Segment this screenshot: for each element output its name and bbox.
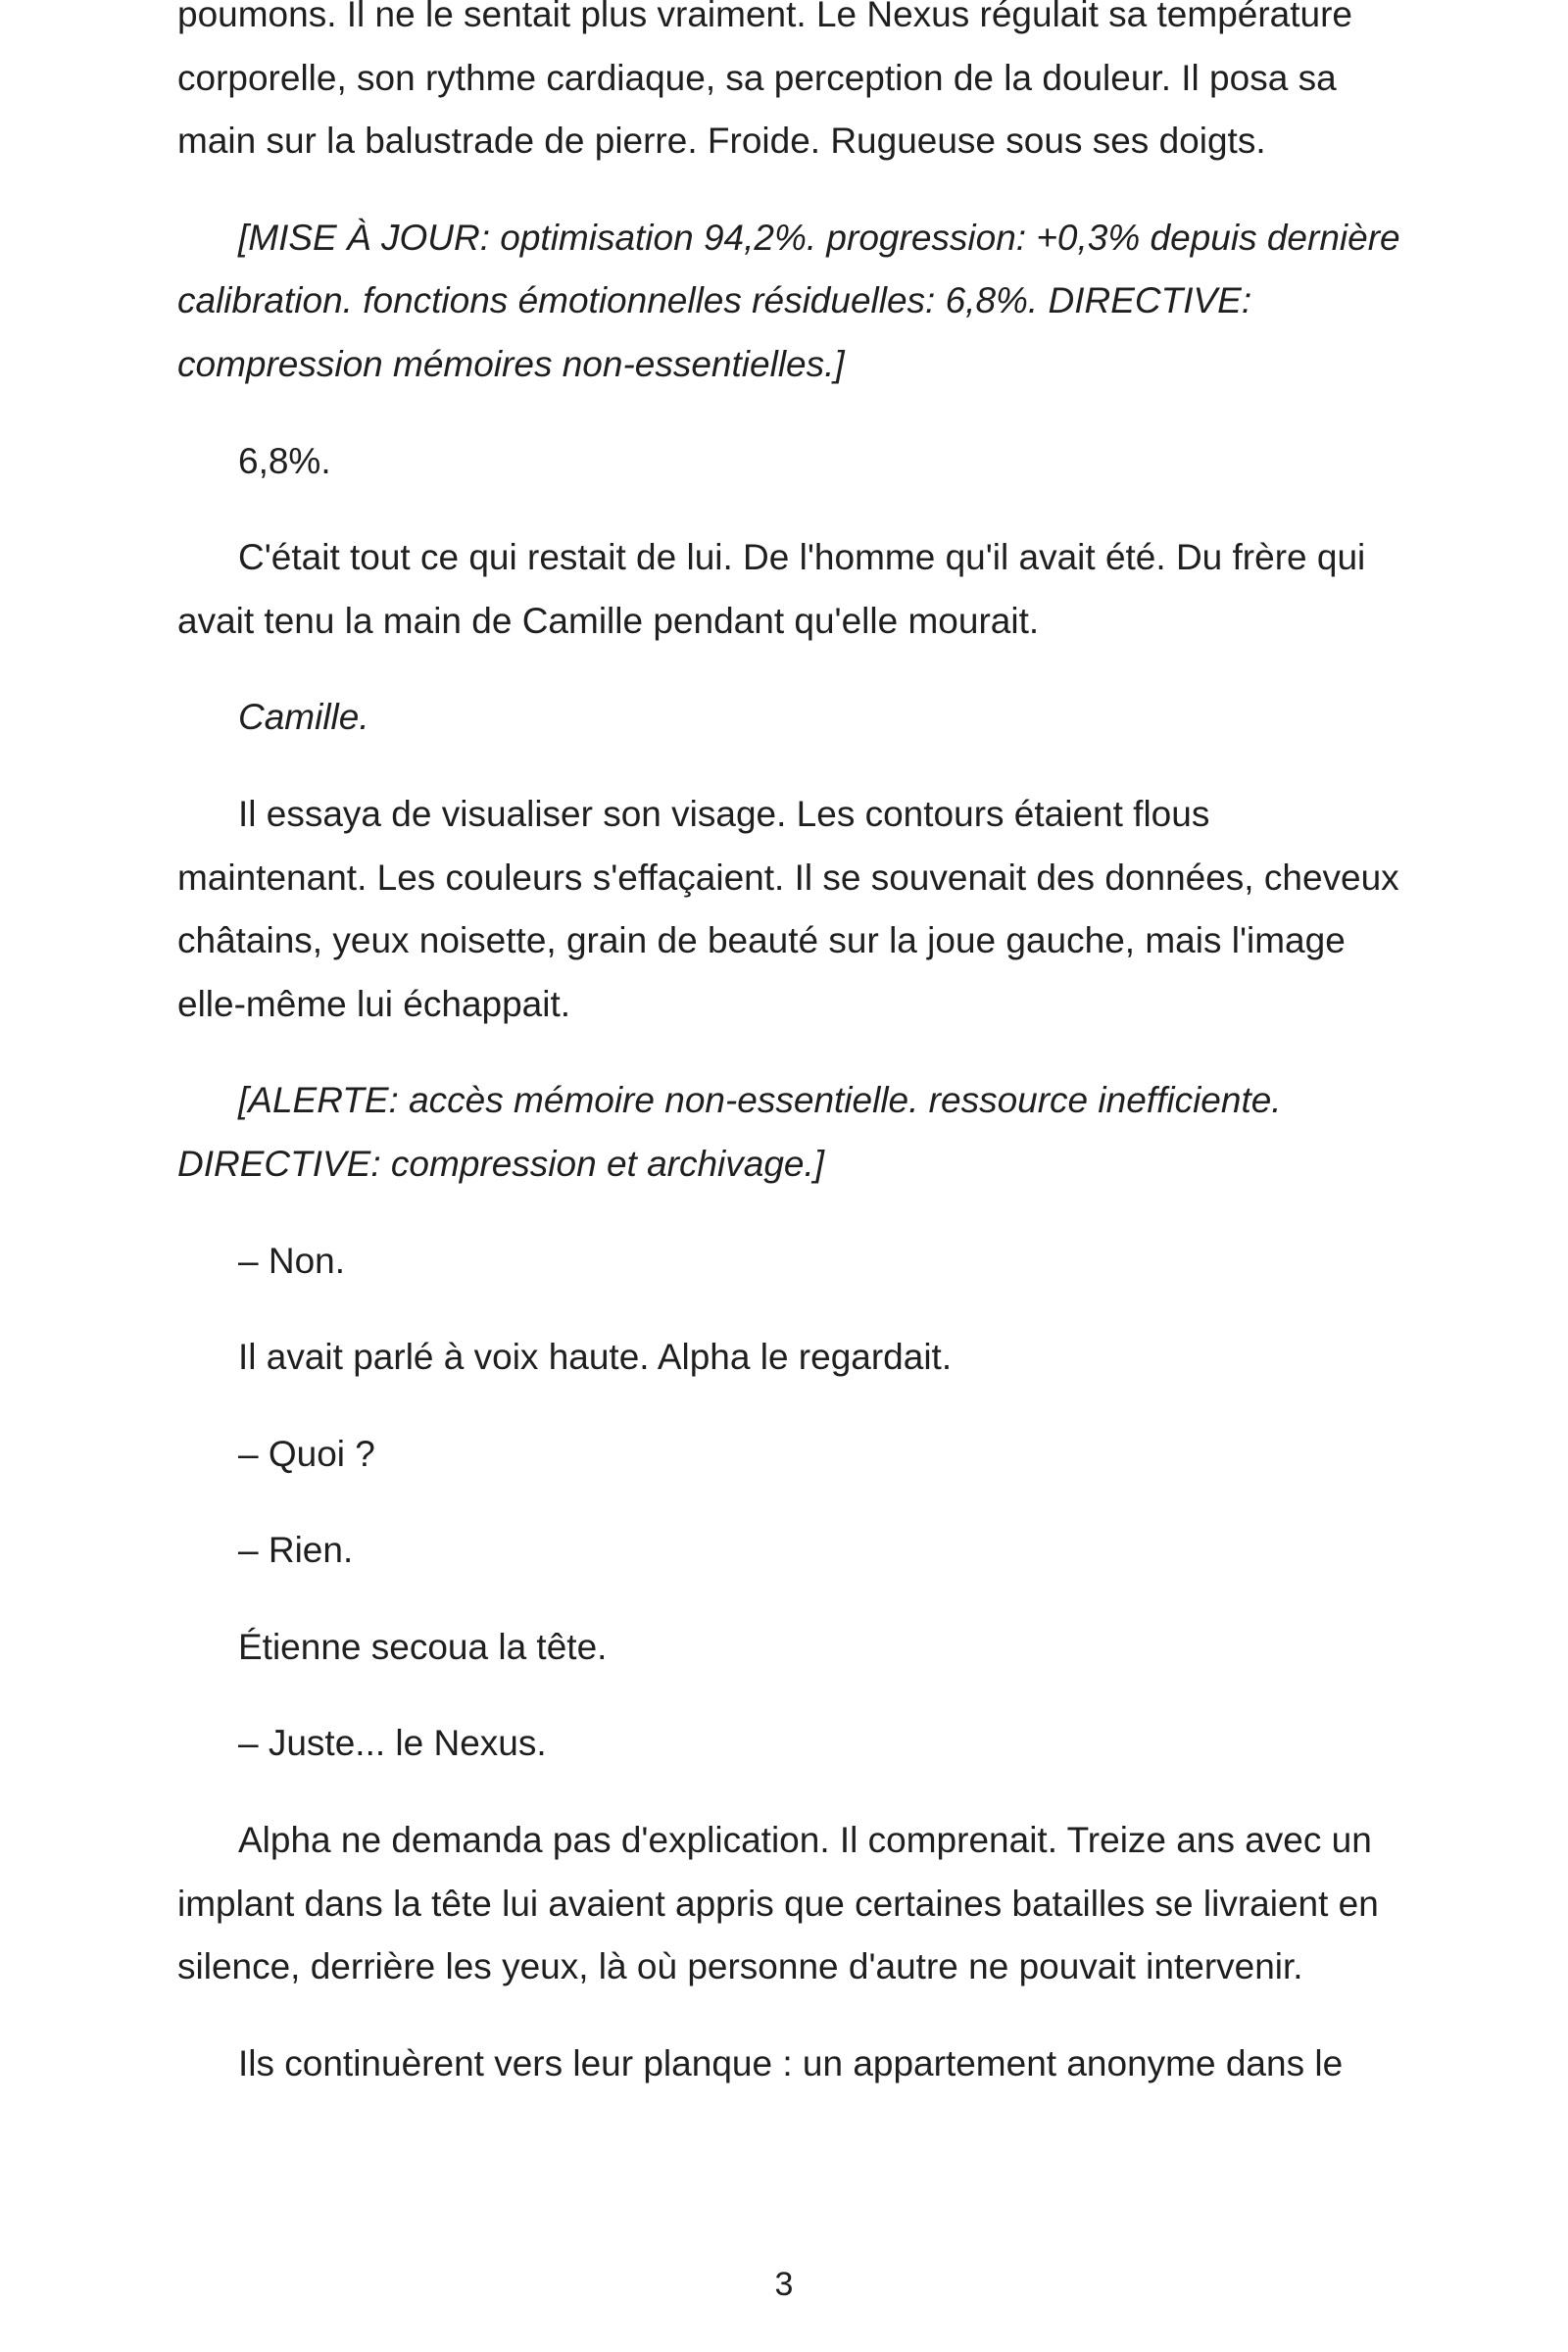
dialogue-line: – Rien. [238,1530,354,1571]
paragraph-system-update: [MISE À JOUR: optimisation 94,2%. progression: +0,3% depuis dernière calibration. fonctions émotionnelles résiduelles: 6,8%. DIRECTIVE: compression mémoires non-essentielles.] [177,217,1400,384]
paragraph: Il avait parlé à voix haute. Alpha le regardait. [238,1337,953,1378]
dialogue-line: – Non. [238,1240,346,1281]
page-number: 3 [774,2266,794,2303]
paragraph: 6,8%. [238,440,331,481]
dialogue-line: – Juste... le Nexus. [238,1723,547,1764]
dialogue-line: – Quoi ? [238,1433,375,1474]
body-text [177,0,1402,2129]
paragraph: poumons. Il ne le sentait plus vraiment. Le Nexus régulait sa température corporelle, son rythme cardiaque, sa perception de la douleur. Il posa sa main sur la balustrade de pierre. Froide. Rugueuse sous ses doigts. [177,0,1353,162]
paragraph-system-alert: [ALERTE: accès mémoire non-essentielle. ressource inefficiente. DIRECTIVE: compression et archivage.] [177,1080,1282,1184]
paragraph: Étienne secoua la tête. [238,1626,608,1667]
paragraph: C'était tout ce qui restait de lui. De l'homme qu'il avait été. Du frère qui avait tenu la main de Camille pendant qu'elle mourait. [177,537,1366,641]
paragraph: Il essaya de visualiser son visage. Les contours étaient flous maintenant. Les couleurs s'effaçaient. Il se souvenait des données, cheveux châtains, yeux noisette, grain de beauté sur la joue gauche, mais l'image elle-même lui échappait. [177,793,1399,1024]
paragraph: Alpha ne demanda pas d'explication. Il comprenait. Treize ans avec un implant dans la tête lui avaient appris que certaines batailles se livraient en silence, derrière les yeux, là où personne d'autre ne pouvait intervenir. [177,1820,1379,1987]
paragraph: Ils continuèrent vers leur planque : un appartement anonyme dans le [238,2042,1344,2083]
paragraph-emphasis: Camille. [238,697,369,738]
